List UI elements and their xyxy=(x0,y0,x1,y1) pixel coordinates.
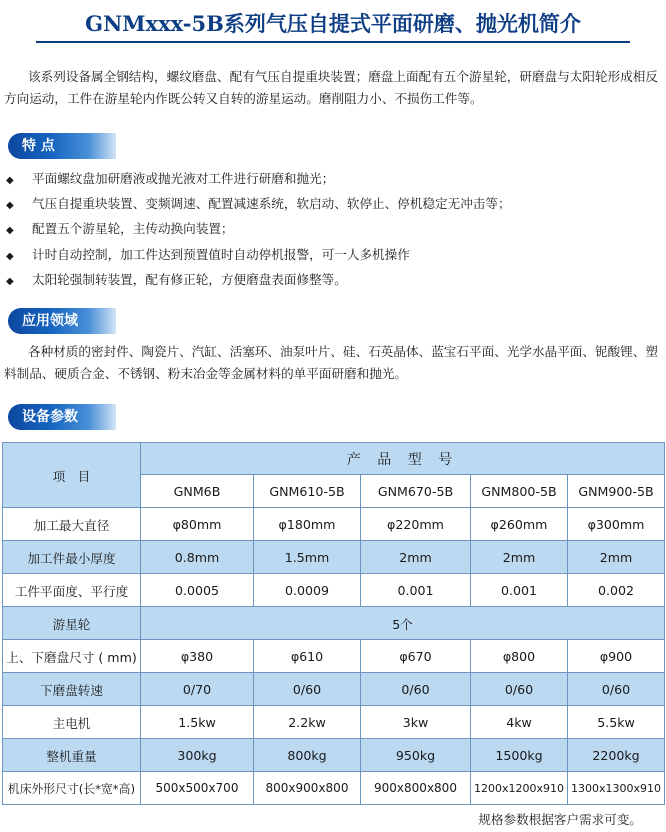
table-row xyxy=(3,706,665,739)
diamond-bullet-icon: ◆ xyxy=(6,250,14,262)
row-label: 加工件最小厚度 xyxy=(3,541,141,574)
row-label: 主电机 xyxy=(3,706,141,739)
table-cell: 1500kg xyxy=(471,739,568,772)
feature-text: 太阳轮强制转装置，配有修正轮，方便磨盘表面修整等。 xyxy=(32,271,347,287)
row-label: 整机重量 xyxy=(3,739,141,772)
row-label: 下磨盘转速 xyxy=(3,673,141,706)
table-cell: 0/70 xyxy=(141,673,254,706)
params-table xyxy=(2,442,665,805)
list-item xyxy=(4,167,654,192)
title-underline xyxy=(36,41,630,43)
table-cell: 0.0009 xyxy=(254,574,361,607)
table-cell-merged: 5个 xyxy=(141,607,665,640)
table-cell: 500x500x700 xyxy=(141,772,254,805)
table-row xyxy=(3,541,665,574)
table-cell: 300kg xyxy=(141,739,254,772)
list-item xyxy=(4,217,654,242)
model-cell: GNM610-5B xyxy=(254,475,361,508)
table-cell: 1.5kw xyxy=(141,706,254,739)
table-cell: 2mm xyxy=(568,541,665,574)
table-cell: φ220mm xyxy=(361,508,471,541)
table-cell: φ180mm xyxy=(254,508,361,541)
table-cell: 3kw xyxy=(361,706,471,739)
table-cell: 900x800x800 xyxy=(361,772,471,805)
table-cell: 0.002 xyxy=(568,574,665,607)
table-cell: φ800 xyxy=(471,640,568,673)
table-cell: φ260mm xyxy=(471,508,568,541)
table-cell: 0/60 xyxy=(361,673,471,706)
table-row xyxy=(3,508,665,541)
model-header: 产 品 型 号 xyxy=(141,443,665,475)
intro-paragraph: 该系列设备属全钢结构，螺纹磨盘、配有气压自提重块装置；磨盘上面配有五个游星轮，研磨盘与太阳轮形成相反方向运动，工件在游星轮内作既公转又自转的游星运动。磨削阻力小、不损伤工件等。 xyxy=(4,69,658,106)
row-label: 加工最大直径 xyxy=(3,508,141,541)
table-cell: 2mm xyxy=(361,541,471,574)
item-header: 项 目 xyxy=(3,443,141,508)
diamond-bullet-icon: ◆ xyxy=(6,175,14,186)
table-cell: 5.5kw xyxy=(568,706,665,739)
diamond-bullet-icon: ◆ xyxy=(6,275,14,287)
table-cell: 800x900x800 xyxy=(254,772,361,805)
model-cell: GNM800-5B xyxy=(471,475,568,508)
model-cell: GNM6B xyxy=(141,475,254,508)
features-list xyxy=(4,167,654,293)
features-heading: 特 点 xyxy=(8,133,116,159)
table-cell: 0/60 xyxy=(254,673,361,706)
table-row xyxy=(3,739,665,772)
row-label: 工件平面度、平行度 xyxy=(3,574,141,607)
params-heading: 设备参数 xyxy=(8,404,116,430)
feature-text: 气压自提重块装置、变频调速、配置减速系统，软启动、软停止、停机稳定无冲击等； xyxy=(32,196,511,212)
table-cell: 2mm xyxy=(471,541,568,574)
table-cell: φ80mm xyxy=(141,508,254,541)
footnote: 规格参数根据客户需求可变。 xyxy=(478,812,642,827)
table-cell: 0.001 xyxy=(471,574,568,607)
table-row xyxy=(3,772,665,805)
table-row xyxy=(3,673,665,706)
list-item xyxy=(4,268,654,293)
table-cell: φ300mm xyxy=(568,508,665,541)
table-cell: φ380 xyxy=(141,640,254,673)
table-cell: φ610 xyxy=(254,640,361,673)
row-label: 游星轮 xyxy=(3,607,141,640)
feature-text: 平面螺纹盘加研磨液或抛光液对工件进行研磨和抛光； xyxy=(32,171,335,186)
model-cell: GNM670-5B xyxy=(361,475,471,508)
table-cell: 2200kg xyxy=(568,739,665,772)
table-row xyxy=(3,574,665,607)
table-cell: 800kg xyxy=(254,739,361,772)
model-cell: GNM900-5B xyxy=(568,475,665,508)
applications-heading: 应用领域 xyxy=(8,308,116,334)
table-cell: 0.0005 xyxy=(141,574,254,607)
applications-paragraph: 各种材质的密封件、陶瓷片、汽缸、活塞环、油泵叶片、硅、石英晶体、蓝宝石平面、光学水晶平面、铌酸锂、塑料制品、硬质合金、不锈钢、粉末冶金等金属材料的单平面研磨和抛光。 xyxy=(4,344,658,381)
table-cell: φ900 xyxy=(568,640,665,673)
page-title: GNMxxx-5B系列气压自提式平面研磨、抛光机简介 xyxy=(85,11,581,36)
table-cell: 1300x1300x910 xyxy=(568,772,665,805)
diamond-bullet-icon: ◆ xyxy=(6,225,14,237)
table-cell: 1200x1200x910 xyxy=(471,772,568,805)
table-row xyxy=(3,607,665,640)
feature-text: 计时自动控制，加工件达到预置值时自动停机报警，可一人多机操作 xyxy=(32,246,410,262)
table-cell: φ670 xyxy=(361,640,471,673)
table-cell: 950kg xyxy=(361,739,471,772)
table-cell: 2.2kw xyxy=(254,706,361,739)
table-cell: 0/60 xyxy=(471,673,568,706)
diamond-bullet-icon: ◆ xyxy=(6,200,14,212)
table-row xyxy=(3,640,665,673)
table-cell: 4kw xyxy=(471,706,568,739)
list-item xyxy=(4,192,654,217)
list-item xyxy=(4,243,654,268)
feature-text: 配置五个游星轮，主传动换向装置； xyxy=(32,221,234,237)
row-label: 机床外形尺寸(长*宽*高) xyxy=(3,772,141,805)
row-label: 上、下磨盘尺寸 ( mm) xyxy=(3,640,141,673)
table-cell: 0/60 xyxy=(568,673,665,706)
table-cell: 0.001 xyxy=(361,574,471,607)
table-cell: 0.8mm xyxy=(141,541,254,574)
table-cell: 1.5mm xyxy=(254,541,361,574)
